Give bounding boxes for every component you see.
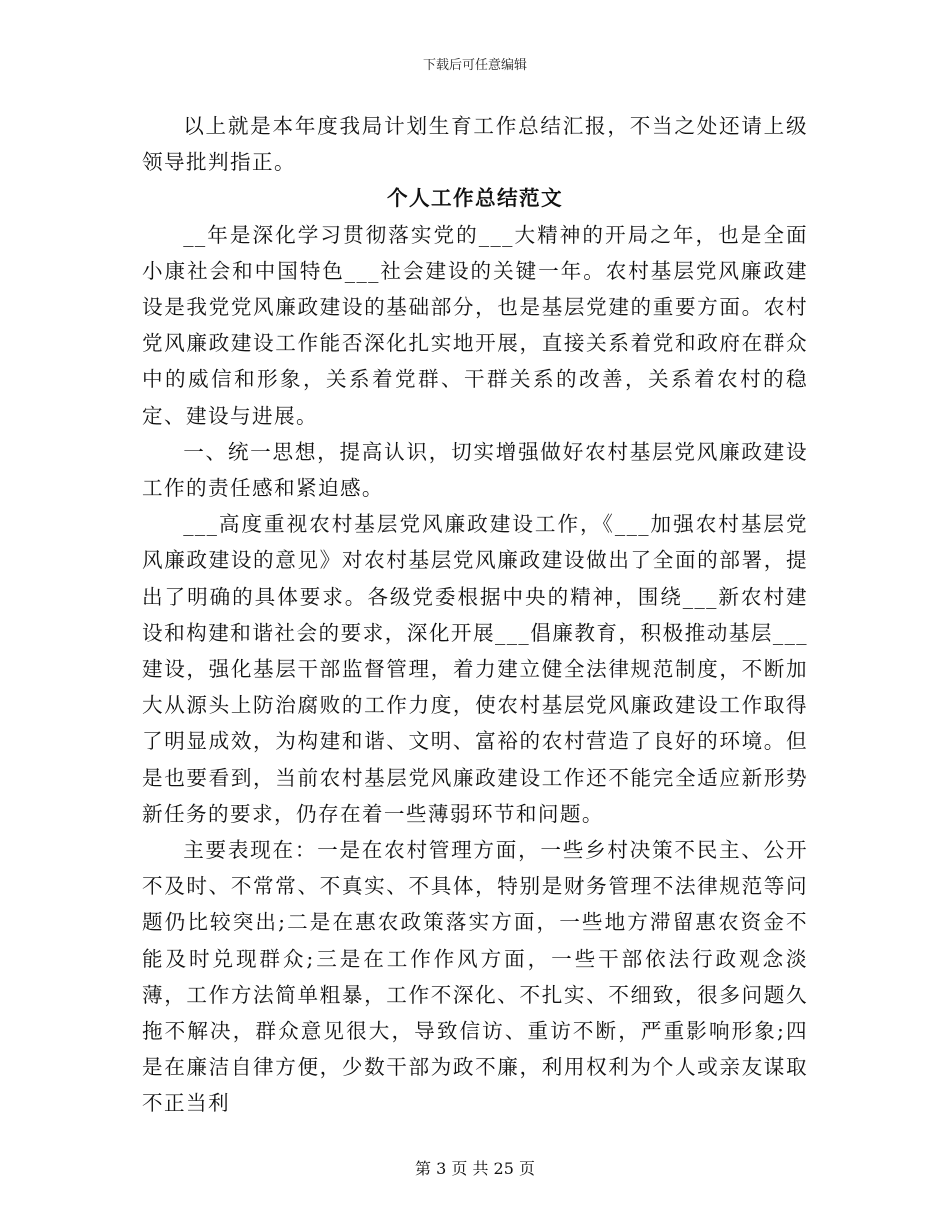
page-header: 下载后可任意编辑 [422, 58, 527, 73]
body-paragraph: ___高度重视农村基层党风廉政建设工作，《___加强农村基层党风廉政建设的意见》对农村基层党风廉政建设做出了全面的部署，提出了明确的具体要求。各级党委根据中央的精神，围绕___新农村建设和构建和谐社会的要求，深化开展___倡廉教育，积极推动基层___建设，强化基层干部监督管理，着力建立健全法律规范制度，不断加大从源头上防治腐败的工作力度，使农村基层党风廉政建设工作取得了明显成效，为构建和谐、文明、富裕的农村营造了良好的环境。但是也要看到，当前农村基层党风廉政建设工作还不能完全适应新形势新任务的要求，仍存在着一些薄弱环节和问题。 [142, 512, 808, 826]
section-heading-paragraph: 一、统一思想，提高认识，切实增强做好农村基层党风廉政建设工作的责任感和紧迫感。 [142, 439, 808, 501]
page-number-footer: 第 3 页 共 25 页 [415, 1159, 535, 1178]
document-title: 个人工作总结范文 [387, 186, 563, 211]
body-paragraph: __年是深化学习贯彻落实党的___大精神的开局之年，也是全面小康社会和中国特色___社会建设的关键一年。农村基层党风廉政建设是我党党风廉政建设的基础部分，也是基层党建的重要方面。农村党风廉政建设工作能否深化扎实地开展，直接关系着党和政府在群众中的威信和形象，关系着党群、干群关系的改善，关系着农村的稳定、建设与进展。 [142, 222, 808, 428]
body-paragraph: 主要表现在：一是在农村管理方面，一些乡村决策不民主、公开不及时、不常常、不真实、不具体，特别是财务管理不法律规范等问题仍比较突出;二是在惠农政策落实方面，一些地方滞留惠农资金不能及时兑现群众;三是在工作作风方面，一些干部依法行政观念淡薄，工作方法简单粗暴，工作不深化、不扎实、不细致，很多问题久拖不解决，群众意见很大，导致信访、重访不断，严重影响形象;四是在廉洁自律方便，少数干部为政不廉，利用权利为个人或亲友谋取不正当利 [142, 838, 808, 1116]
document-body [142, 108, 808, 1122]
intro-paragraph: 以上就是本年度我局计划生育工作总结汇报，不当之处还请上级领导批判指正。 [142, 114, 808, 175]
